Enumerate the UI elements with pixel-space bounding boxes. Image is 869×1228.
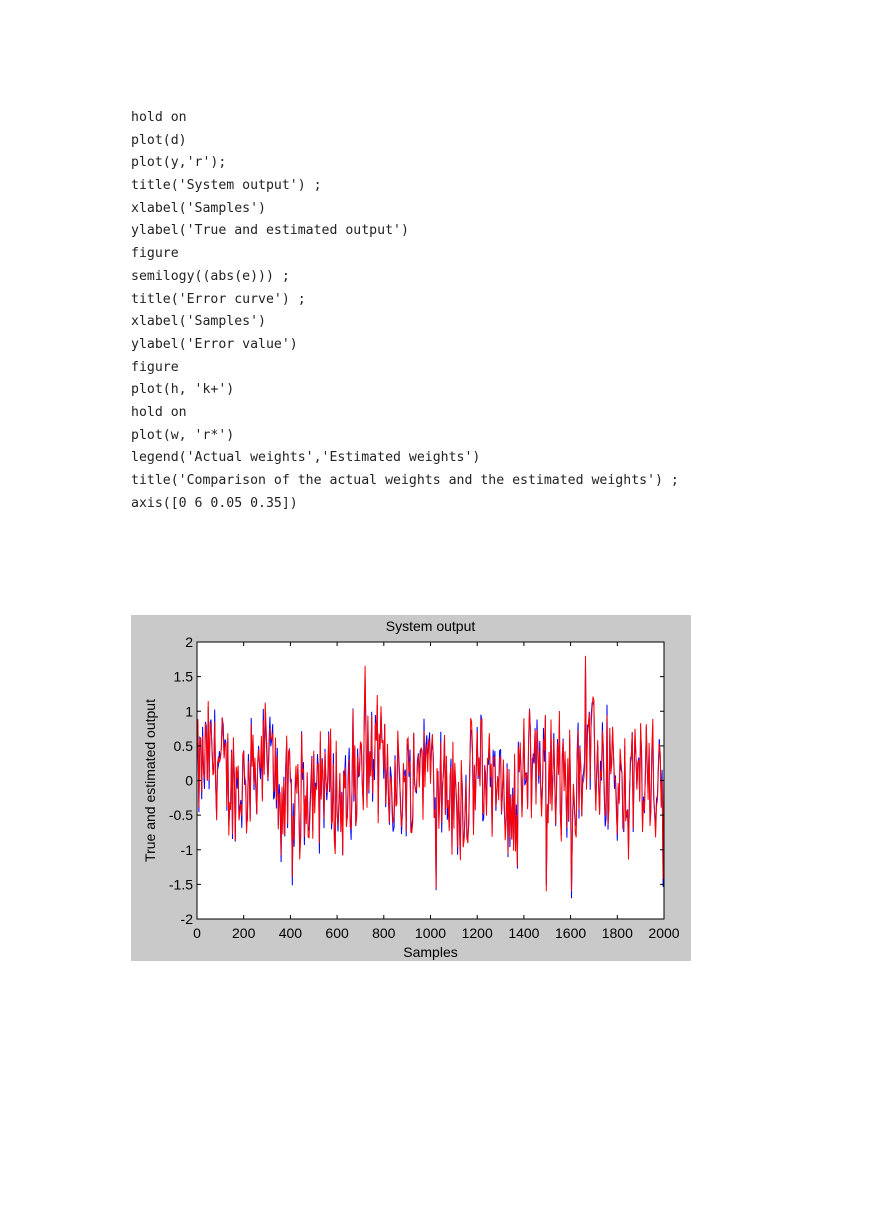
x-tick-label: 400 [278,925,303,941]
x-tick-label: 0 [193,925,201,941]
x-tick-label: 1200 [461,925,493,941]
y-tick-label: 1 [185,703,193,720]
y-axis-label: True and estimated output [142,699,158,862]
x-tick-label: 200 [232,925,256,941]
x-tick-label: 1400 [508,925,540,941]
x-tick-label: 800 [372,925,396,941]
code-line: plot(d) [131,132,187,148]
x-tick-label: 1600 [555,925,587,941]
code-line: xlabel('Samples') [131,200,266,216]
x-tick-label: 600 [325,925,349,941]
code-line: ylabel('True and estimated output') [131,223,409,239]
code-line: plot(w, 'r*') [131,427,235,443]
code-line: semilogy((abs(e))) ; [131,268,290,284]
code-line: ylabel('Error value') [131,336,298,352]
code-line: title('System output') ; [131,178,322,194]
code-line: hold on [131,110,187,125]
code-line: plot(h, 'k+') [131,382,235,398]
code-line: legend('Actual weights','Estimated weights') [131,450,481,466]
y-tick-label: -1 [180,841,193,858]
code-line: axis([0 6 0.05 0.35]) [131,495,298,511]
code-line: title('Comparison of the actual weights and the estimated weights') ; [131,473,679,488]
y-tick-label: -1.5 [168,876,193,893]
x-tick-label: 1800 [601,925,633,941]
code-line: figure [131,246,179,262]
system-output-figure [131,615,691,961]
y-tick-label: -0.5 [168,807,193,824]
system-output-chart [131,615,691,961]
x-tick-label: 1000 [414,925,447,941]
y-tick-label: 0 [185,772,193,789]
code-line: plot(y,'r'); [131,155,227,171]
y-tick-label: -2 [180,911,193,927]
y-tick-label: 1.5 [173,668,193,685]
x-tick-label: 2000 [648,925,680,941]
code-line: xlabel('Samples') [131,314,266,330]
x-axis-label: Samples [403,944,458,960]
code-line: title('Error curve') ; [131,291,306,307]
code-listing [131,107,679,515]
y-tick-label: 2 [185,634,193,650]
y-tick-label: 0.5 [173,737,193,754]
code-line: figure [131,359,179,375]
chart-title: System output [385,618,476,634]
code-line: hold on [131,404,187,420]
